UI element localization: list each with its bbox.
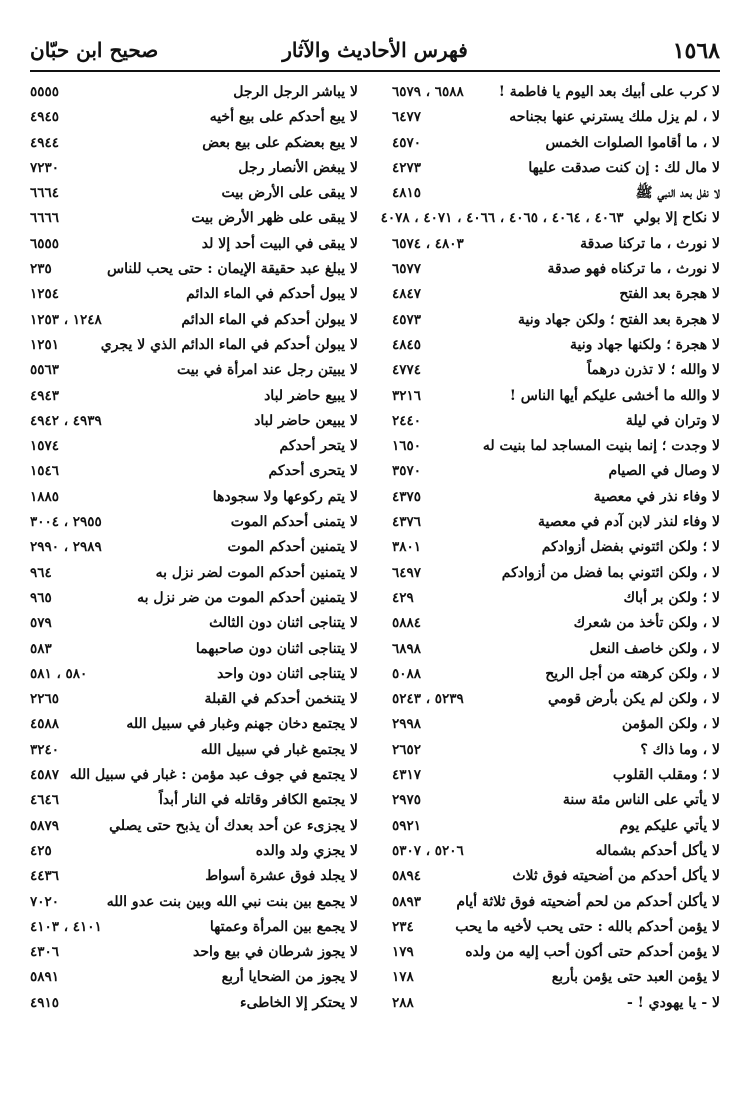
hadith-reference-numbers: ٥٨٨٤ <box>392 615 422 632</box>
hadith-phrase: لا ، لم يزل ملك يسترني عنها بجناحه <box>509 109 720 126</box>
index-entry <box>392 105 720 130</box>
hadith-reference-numbers: ٤١٠١ ، ٤١٠٣ <box>30 918 102 935</box>
hadith-phrase: لا ، ولكن تأخذ من شعرك <box>573 615 720 632</box>
hadith-reference-numbers: ٢٦٥٢ <box>392 741 422 758</box>
index-entry <box>30 282 358 307</box>
hadith-reference-numbers: ٦٤٧٧ <box>392 109 422 126</box>
hadith-phrase: لا يجوز من الضحايا أربع <box>221 969 358 986</box>
index-entry <box>392 915 720 940</box>
hadith-phrase: لا يتناجى اثنان دون صاحبهما <box>195 640 358 657</box>
index-entry <box>392 80 720 105</box>
hadith-reference-numbers: ٤٥٧٣ <box>392 311 422 328</box>
page-header <box>30 34 720 72</box>
index-entry <box>392 561 720 586</box>
index-entry <box>30 459 358 484</box>
index-entry <box>392 662 720 687</box>
hadith-phrase: لا وفاء نذر في معصية <box>593 488 720 505</box>
hadith-reference-numbers: ١٢٥١ <box>30 336 60 353</box>
hadith-reference-numbers: ٤٣٠٦ <box>30 944 60 961</box>
hadith-reference-numbers: ١٢٤٨ ، ١٢٥٣ <box>30 311 102 328</box>
hadith-phrase: لا يأكلن أحدكم من لحم أضحيته فوق ثلاثة أيام <box>456 893 720 910</box>
index-columns <box>30 80 720 1016</box>
index-entry <box>392 232 720 257</box>
hadith-phrase: لا والله ما أخشى عليكم أيها الناس ! <box>509 387 720 404</box>
hadith-phrase: لا يجتمع في جوف عبد مؤمن : غبار في سبيل الله <box>69 767 358 784</box>
hadith-phrase: لا يجمع بين المرأة وعمتها <box>209 918 358 935</box>
index-entry <box>30 333 358 358</box>
index-entry <box>30 181 358 206</box>
hadith-phrase: لا يتحر أحدكم <box>279 438 358 455</box>
index-column-right <box>380 80 720 1016</box>
hadith-phrase: لا يجتمع دخان جهنم وغبار في سبيل الله <box>126 716 358 733</box>
index-entry <box>392 738 720 763</box>
index-entry <box>392 409 720 434</box>
index-entry <box>392 712 720 737</box>
index-entry <box>30 358 358 383</box>
hadith-phrase: لا يباشر الرجل الرجل <box>233 84 358 100</box>
index-entry <box>30 611 358 636</box>
hadith-reference-numbers: ٤٢٩ <box>392 589 414 606</box>
hadith-reference-numbers: ٣٢٤٠ <box>30 741 60 758</box>
hadith-phrase: لا يبولن أحدكم في الماء الدائم <box>181 311 358 328</box>
hadith-phrase: لا نورث ، ما تركنا صدقة <box>580 235 720 252</box>
hadith-reference-numbers: ٦٥٧٧ <box>392 261 422 278</box>
hadith-phrase: لا يأتي على الناس مئة سنة <box>562 792 720 809</box>
hadith-phrase: لا يبولن أحدكم في الماء الدائم الذي لا يجري <box>100 336 358 353</box>
hadith-reference-numbers: ٤٩١٥ <box>30 994 60 1011</box>
hadith-phrase: لا يبقى في البيت أحد إلا لد <box>201 235 358 252</box>
index-entry <box>392 156 720 181</box>
hadith-phrase: لا يؤمن العبد حتى يؤمن بأربع <box>551 969 720 986</box>
hadith-reference-numbers: ١٨٨٥ <box>30 488 60 505</box>
hadith-reference-numbers: ١٦٥٠ <box>392 438 422 455</box>
index-entry <box>392 763 720 788</box>
index-entry <box>30 535 358 560</box>
hadith-reference-numbers: ٤٨٤٧ <box>392 286 422 303</box>
hadith-reference-numbers: ٦٦٦٦ <box>30 210 60 227</box>
hadith-reference-numbers: ٥٥٥٥ <box>30 84 60 100</box>
index-entry <box>392 839 720 864</box>
hadith-phrase: لا كرب على أبيك بعد اليوم يا فاطمة ! <box>498 84 720 100</box>
index-entry <box>30 131 358 156</box>
hadith-reference-numbers: ٤٧٧٤ <box>392 362 422 379</box>
index-entry <box>30 991 358 1016</box>
index-entry <box>392 687 720 712</box>
index-entry <box>392 890 720 915</box>
hadith-phrase: لا هجرة بعد الفتح ؛ ولكن جهاد ونية <box>518 311 720 328</box>
hadith-reference-numbers: ٤٩٣٩ ، ٤٩٤٢ <box>30 412 102 429</box>
index-entry <box>30 890 358 915</box>
hadith-reference-numbers: ٢٩٨٩ ، ٢٩٩٠ <box>30 539 102 556</box>
hadith-reference-numbers: ٤٥٨٨ <box>30 716 60 733</box>
index-entry <box>392 459 720 484</box>
hadith-phrase: لا يأكل أحدكم من أضحيته فوق ثلاث <box>512 868 720 885</box>
index-entry <box>30 965 358 990</box>
hadith-reference-numbers: ٥٨٩٤ <box>392 868 422 885</box>
hadith-phrase: لا نورث ، ما تركناه فهو صدقة <box>547 261 720 278</box>
hadith-phrase: لا يبيتن رجل عند امرأة في بيت <box>177 362 358 379</box>
index-entry <box>392 586 720 611</box>
hadith-phrase: لا يؤمن أحدكم بالله : حتى يحب لأخيه ما يحب <box>455 918 720 935</box>
hadith-reference-numbers: ٥٨٩٣ <box>392 893 422 910</box>
hadith-reference-numbers: ٩٦٤ <box>30 564 52 581</box>
index-entry <box>30 814 358 839</box>
index-entry <box>392 864 720 889</box>
hadith-phrase: لا والله ؛ لا تذرن درهماً <box>587 362 720 379</box>
index-entry <box>392 308 720 333</box>
hadith-phrase: لا يبيع حاضر لباد <box>264 387 358 404</box>
hadith-reference-numbers: ٩٦٥ <box>30 589 52 606</box>
hadith-reference-numbers: ٥٨٣ <box>30 640 52 657</box>
index-entry <box>30 561 358 586</box>
hadith-phrase: لا يتحرى أحدكم <box>268 463 358 480</box>
hadith-reference-numbers: ٣٢١٦ <box>392 387 422 404</box>
index-entry <box>30 763 358 788</box>
hadith-phrase: لا يبغض الأنصار رجل <box>238 159 358 176</box>
hadith-phrase: لا يبلغ عبد حقيقة الإيمان : حتى يحب للناس <box>107 261 358 278</box>
hadith-phrase: لا نكاح إلا بولي <box>633 210 720 227</box>
hadith-phrase: لا هجرة ؛ ولكنها جهاد ونية <box>570 336 720 353</box>
hadith-phrase: لا يجزىء عن أحد بعدك أن يذبح حتى يصلي <box>109 817 358 834</box>
hadith-reference-numbers: ٢٩٧٥ <box>392 792 422 809</box>
index-entry <box>30 384 358 409</box>
hadith-reference-numbers: ١٢٥٤ <box>30 286 60 303</box>
index-entry <box>30 915 358 940</box>
index-entry <box>392 131 720 156</box>
index-entry <box>392 535 720 560</box>
hadith-reference-numbers: ١٥٧٤ <box>30 438 60 455</box>
hadith-phrase: لا يتمنين أحدكم الموت <box>227 539 358 556</box>
index-entry <box>30 409 358 434</box>
hadith-reference-numbers: ٤٩٤٣ <box>30 387 60 404</box>
hadith-reference-numbers: ٦٦٦٤ <box>30 185 60 202</box>
hadith-phrase: لا ، ولكن خاصف النعل <box>589 640 720 657</box>
index-entry <box>30 80 358 105</box>
hadith-phrase: لا مال لك : إن كنت صدقت عليها <box>528 159 720 176</box>
index-entry <box>392 788 720 813</box>
hadith-reference-numbers: ٢٤٤٠ <box>392 412 422 429</box>
hadith-phrase: لا هجرة بعد الفتح <box>619 286 720 303</box>
hadith-phrase: لا - يا يهودي ! - <box>626 994 720 1011</box>
hadith-phrase: لا يجلد فوق عشرة أسواط <box>205 868 358 885</box>
hadith-reference-numbers: ٤٢٥ <box>30 842 52 859</box>
index-entry <box>30 206 358 231</box>
hadith-reference-numbers: ٢٣٤ <box>392 918 414 935</box>
hadith-phrase: لا يجمع بين بنت نبي الله وبين بنت عدو الله <box>106 893 358 910</box>
index-entry <box>392 384 720 409</box>
hadith-phrase: لا يتمنى أحدكم الموت <box>230 514 358 531</box>
index-entry <box>30 864 358 889</box>
page-number: ١٥٦٨ <box>672 38 720 64</box>
hadith-phrase: لا يتنخمن أحدكم في القبلة <box>204 691 358 708</box>
hadith-reference-numbers: ٤٤٣٦ <box>30 868 60 885</box>
hadith-reference-numbers: ٤٨١٥ <box>392 185 422 202</box>
hadith-reference-numbers: ١٥٤٦ <box>30 463 60 480</box>
book-title: صحيح ابن حبّان <box>30 38 159 62</box>
index-entry <box>30 712 358 737</box>
hadith-phrase: لا يتم ركوعها ولا سجودها <box>212 488 358 505</box>
hadith-reference-numbers: ٤٨٤٥ <box>392 336 422 353</box>
hadith-reference-numbers: ٥٠٨٨ <box>392 665 422 682</box>
hadith-reference-numbers: ٤٣٧٥ <box>392 488 422 505</box>
index-entry <box>392 181 720 206</box>
hadith-phrase: لا نفل بعد النبي ﷺ <box>635 185 720 202</box>
hadith-phrase: لا يجزي ولد والده <box>255 842 358 859</box>
index-entry <box>30 434 358 459</box>
index-title: فهرس الأحاديث والآثار <box>282 38 468 62</box>
hadith-phrase: لا يبول أحدكم في الماء الدائم <box>186 286 358 303</box>
hadith-phrase: لا يتمنين أحدكم الموت من ضر نزل به <box>137 589 358 606</box>
hadith-reference-numbers: ٥٨٩١ <box>30 969 60 986</box>
hadith-phrase: لا يجوز شرطان في بيع واحد <box>192 944 358 961</box>
hadith-reference-numbers: ٢٩٥٥ ، ٣٠٠٤ <box>30 514 102 531</box>
hadith-reference-numbers: ٥٢٠٦ ، ٥٣٠٧ <box>392 842 464 859</box>
hadith-reference-numbers: ٤٦٤٦ <box>30 792 60 809</box>
hadith-phrase: لا يجتمع غبار في سبيل الله <box>200 741 358 758</box>
index-entry <box>30 308 358 333</box>
index-entry <box>392 358 720 383</box>
hadith-reference-numbers: ٤٣١٧ <box>392 767 422 784</box>
hadith-phrase: لا ؛ ومقلب القلوب <box>612 767 720 784</box>
hadith-phrase: لا يتمنين أحدكم الموت لضر نزل به <box>155 564 358 581</box>
index-entry <box>30 940 358 965</box>
index-entry <box>392 333 720 358</box>
hadith-reference-numbers: ٤٥٧٠ <box>392 134 422 151</box>
hadith-phrase: لا يتناجى اثنان دون الثالث <box>209 615 358 632</box>
hadith-reference-numbers: ٤٢٧٣ <box>392 159 422 176</box>
hadith-phrase: لا ؛ ولكن ائتوني بفضل أزوادكم <box>541 539 720 556</box>
hadith-reference-numbers: ٥٩٢١ <box>392 817 422 834</box>
hadith-phrase: لا يبع بعضكم على بيع بعض <box>202 134 358 151</box>
index-entry <box>30 738 358 763</box>
index-entry <box>30 156 358 181</box>
hadith-reference-numbers: ٧٠٢٠ <box>30 893 60 910</box>
index-entry <box>30 485 358 510</box>
index-entry <box>392 991 720 1016</box>
hadith-phrase: لا يبيعن حاضر لباد <box>254 412 358 429</box>
index-entry <box>30 232 358 257</box>
hadith-phrase: لا ، ولكن لم يكن بأرض قومي <box>548 691 720 708</box>
hadith-reference-numbers: ٤٠٦٣ ، ٤٠٦٤ ، ٤٠٦٥ ، ٤٠٦٦ ، ٤٠٧١ ، ٤٠٧٨ <box>380 210 624 227</box>
hadith-phrase: لا يبقى على ظهر الأرض بيت <box>191 210 358 227</box>
hadith-phrase: لا يتناجى اثنان دون واحد <box>217 665 358 682</box>
hadith-phrase: لا ، ما أقاموا الصلوات الخمس <box>545 134 720 151</box>
hadith-reference-numbers: ٧٢٣٠ <box>30 159 60 176</box>
hadith-reference-numbers: ٤٥٨٧ <box>30 767 60 784</box>
hadith-phrase: لا وصال في الصيام <box>608 463 720 480</box>
index-entry <box>392 940 720 965</box>
hadith-reference-numbers: ٥٧٩ <box>30 615 52 632</box>
index-entry <box>392 485 720 510</box>
index-entry <box>380 206 720 231</box>
index-entry <box>30 662 358 687</box>
index-entry <box>30 637 358 662</box>
hadith-phrase: لا يأكل أحدكم بشماله <box>595 842 720 859</box>
index-entry <box>30 510 358 535</box>
index-entry <box>30 788 358 813</box>
index-entry <box>30 105 358 130</box>
index-entry <box>30 839 358 864</box>
hadith-phrase: لا يأتي عليكم يوم <box>619 817 720 834</box>
hadith-reference-numbers: ٦٥٨٨ ، ٦٥٧٩ <box>392 84 464 100</box>
hadith-reference-numbers: ٢٣٥ <box>30 261 52 278</box>
hadith-reference-numbers: ٥٥٦٣ <box>30 362 60 379</box>
hadith-phrase: لا ، وما ذاك ؟ <box>640 741 720 758</box>
hadith-reference-numbers: ٥٨٠ ، ٥٨١ <box>30 665 88 682</box>
hadith-reference-numbers: ٢٢٦٥ <box>30 691 60 708</box>
index-entry <box>392 434 720 459</box>
hadith-phrase: لا يجتمع الكافر وقاتله في النار أبداً <box>158 792 358 809</box>
hadith-reference-numbers: ٥٨٧٩ <box>30 817 60 834</box>
hadith-reference-numbers: ٣٨٠١ <box>392 539 422 556</box>
hadith-phrase: لا ، ولكن المؤمن <box>621 716 720 733</box>
index-entry <box>392 282 720 307</box>
index-entry <box>392 257 720 282</box>
hadith-reference-numbers: ٣٥٧٠ <box>392 463 422 480</box>
hadith-reference-numbers: ٤٨٠٣ ، ٦٥٧٤ <box>392 235 464 252</box>
index-entry <box>30 687 358 712</box>
hadith-phrase: لا يحتكر إلا الخاطىء <box>240 994 358 1011</box>
index-entry <box>392 637 720 662</box>
hadith-reference-numbers: ٦٨٩٨ <box>392 640 422 657</box>
hadith-phrase: لا يبع أحدكم على بيع أخيه <box>209 109 358 126</box>
index-entry <box>392 965 720 990</box>
hadith-phrase: لا ؛ ولكن بر أباك <box>623 589 720 606</box>
index-entry <box>30 257 358 282</box>
hadith-reference-numbers: ٢٩٩٨ <box>392 716 422 733</box>
hadith-reference-numbers: ٦٥٥٥ <box>30 235 60 252</box>
index-entry <box>392 814 720 839</box>
hadith-reference-numbers: ٦٤٩٧ <box>392 564 422 581</box>
hadith-reference-numbers: ٥٢٣٩ ، ٥٢٤٣ <box>392 691 464 708</box>
hadith-phrase: لا وجدت ؛ إنما بنيت المساجد لما بنيت له <box>482 438 720 455</box>
hadith-reference-numbers: ٤٩٤٤ <box>30 134 60 151</box>
hadith-reference-numbers: ٤٩٤٥ <box>30 109 60 126</box>
hadith-reference-numbers: ١٧٩ <box>392 944 414 961</box>
hadith-phrase: لا وتران في ليلة <box>625 412 720 429</box>
hadith-phrase: لا ، ولكن ائتوني بما فضل من أزوادكم <box>501 564 720 581</box>
index-entry <box>392 611 720 636</box>
hadith-reference-numbers: ١٧٨ <box>392 969 414 986</box>
hadith-phrase: لا وفاء لنذر لابن آدم في معصية <box>538 514 720 531</box>
hadith-phrase: لا يؤمن أحدكم حتى أكون أحب إليه من ولده <box>465 944 720 961</box>
index-column-left <box>30 80 358 1016</box>
hadith-reference-numbers: ٤٣٧٦ <box>392 514 422 531</box>
index-entry <box>30 586 358 611</box>
hadith-phrase: لا ، ولكن كرهته من أجل الريح <box>545 665 720 682</box>
hadith-phrase: لا يبقى على الأرض بيت <box>221 185 358 202</box>
index-entry <box>392 510 720 535</box>
hadith-reference-numbers: ٢٨٨ <box>392 994 414 1011</box>
